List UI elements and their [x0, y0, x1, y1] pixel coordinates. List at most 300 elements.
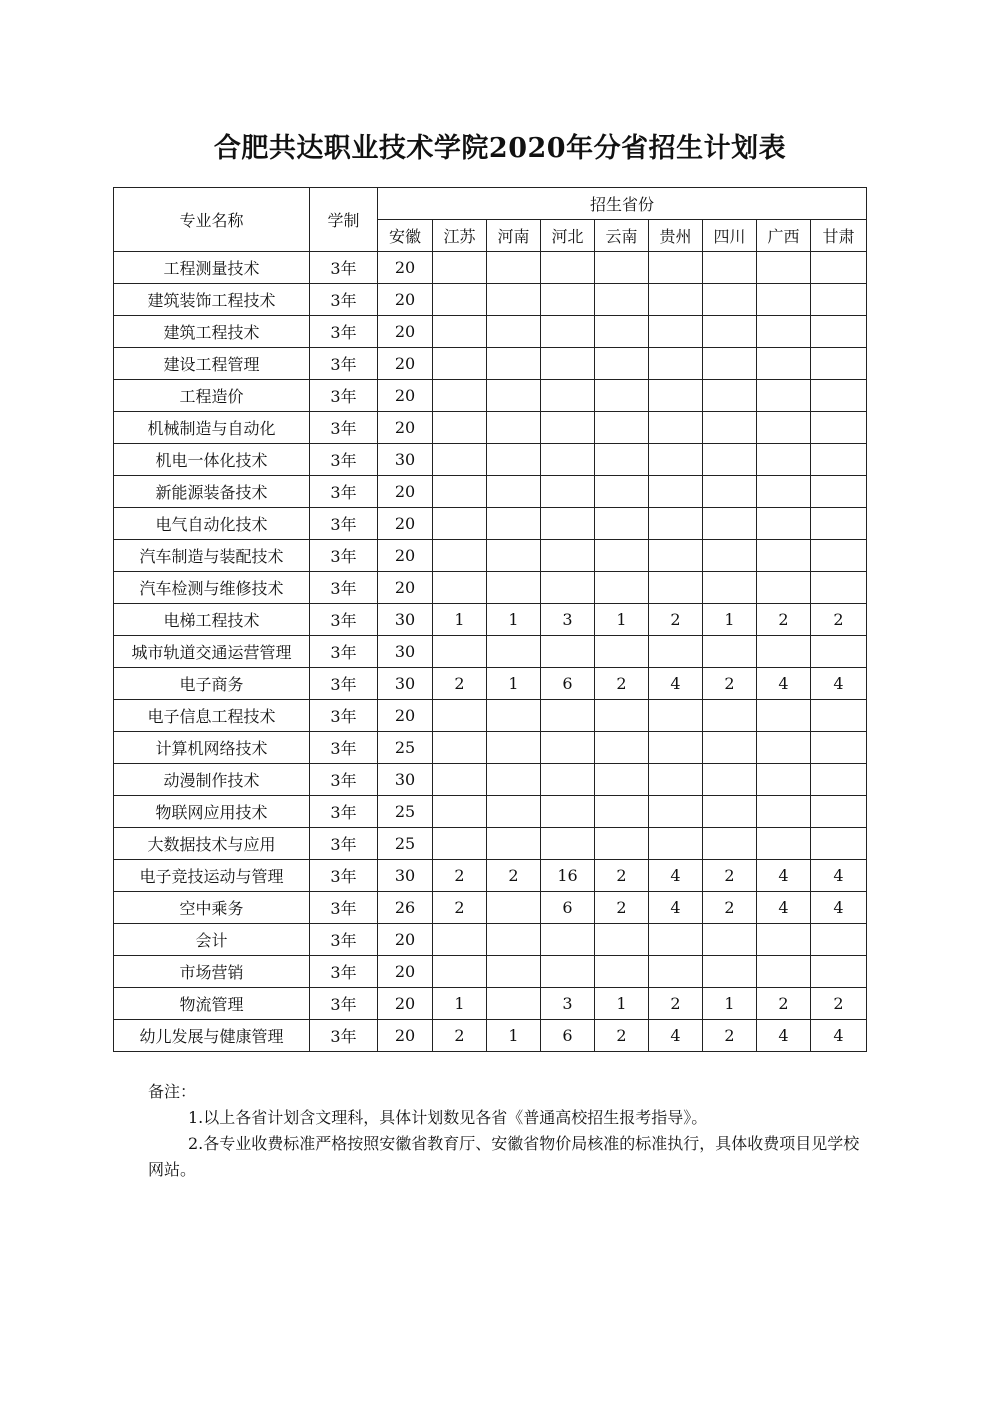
cell-count [649, 700, 703, 732]
cell-major: 机械制造与自动化 [114, 412, 310, 444]
cell-count [649, 796, 703, 828]
cell-major: 电气自动化技术 [114, 508, 310, 540]
cell-duration: 3年 [310, 1020, 378, 1052]
cell-count [433, 412, 487, 444]
cell-count [811, 380, 867, 412]
cell-count [649, 572, 703, 604]
cell-count: 30 [378, 636, 433, 668]
cell-count: 20 [378, 988, 433, 1020]
cell-count [487, 412, 541, 444]
cell-count: 25 [378, 732, 433, 764]
cell-count: 1 [487, 604, 541, 636]
cell-count [703, 316, 757, 348]
cell-count [595, 284, 649, 316]
table-row [114, 252, 867, 284]
cell-count: 6 [541, 668, 595, 700]
cell-count [541, 348, 595, 380]
table-row [114, 412, 867, 444]
table-row [114, 572, 867, 604]
cell-count: 4 [757, 892, 811, 924]
cell-count: 1 [703, 988, 757, 1020]
cell-count: 2 [811, 988, 867, 1020]
cell-duration: 3年 [310, 924, 378, 956]
cell-duration: 3年 [310, 540, 378, 572]
cell-count: 4 [757, 860, 811, 892]
cell-major: 新能源装备技术 [114, 476, 310, 508]
cell-count: 30 [378, 764, 433, 796]
cell-count: 16 [541, 860, 595, 892]
cell-count [487, 796, 541, 828]
cell-count [757, 412, 811, 444]
cell-count [595, 540, 649, 572]
cell-count [811, 956, 867, 988]
header-province: 河南 [487, 220, 541, 252]
cell-count [433, 796, 487, 828]
cell-count [487, 284, 541, 316]
notes-heading: 备注： [148, 1082, 197, 1101]
cell-count [595, 828, 649, 860]
cell-count [757, 476, 811, 508]
cell-count [487, 956, 541, 988]
cell-count [649, 444, 703, 476]
cell-count [649, 252, 703, 284]
table-row [114, 924, 867, 956]
cell-count [487, 444, 541, 476]
cell-duration: 3年 [310, 796, 378, 828]
table-row [114, 476, 867, 508]
cell-count [487, 252, 541, 284]
cell-count [811, 348, 867, 380]
cell-count [757, 284, 811, 316]
cell-count [541, 924, 595, 956]
cell-major: 会计 [114, 924, 310, 956]
cell-duration: 3年 [310, 316, 378, 348]
cell-count [757, 732, 811, 764]
cell-count [541, 956, 595, 988]
cell-count [487, 700, 541, 732]
cell-major: 计算机网络技术 [114, 732, 310, 764]
cell-count [703, 636, 757, 668]
cell-count [649, 924, 703, 956]
cell-count: 2 [595, 892, 649, 924]
cell-count [433, 476, 487, 508]
table-row [114, 636, 867, 668]
cell-count: 1 [487, 668, 541, 700]
cell-major: 物流管理 [114, 988, 310, 1020]
cell-count: 30 [378, 604, 433, 636]
cell-count [649, 956, 703, 988]
cell-count [649, 476, 703, 508]
cell-count [595, 476, 649, 508]
cell-count [811, 828, 867, 860]
cell-count [703, 476, 757, 508]
cell-count [649, 636, 703, 668]
cell-count [757, 572, 811, 604]
cell-count [757, 540, 811, 572]
cell-count [487, 732, 541, 764]
cell-count [595, 412, 649, 444]
cell-duration: 3年 [310, 668, 378, 700]
cell-count [757, 700, 811, 732]
table-row [114, 540, 867, 572]
cell-count [433, 380, 487, 412]
cell-count [433, 540, 487, 572]
cell-count [541, 764, 595, 796]
cell-count: 4 [649, 892, 703, 924]
cell-count: 20 [378, 956, 433, 988]
cell-count: 20 [378, 380, 433, 412]
cell-count [487, 508, 541, 540]
table-row [114, 668, 867, 700]
cell-count: 20 [378, 700, 433, 732]
cell-major: 建设工程管理 [114, 348, 310, 380]
cell-count [703, 412, 757, 444]
cell-count [649, 380, 703, 412]
cell-count [703, 348, 757, 380]
cell-count [433, 348, 487, 380]
cell-count: 6 [541, 1020, 595, 1052]
table-row [114, 604, 867, 636]
cell-duration: 3年 [310, 572, 378, 604]
cell-count [757, 828, 811, 860]
cell-count: 2 [433, 860, 487, 892]
cell-count [487, 540, 541, 572]
cell-count: 20 [378, 540, 433, 572]
cell-count [595, 732, 649, 764]
cell-duration: 3年 [310, 860, 378, 892]
cell-duration: 3年 [310, 508, 378, 540]
cell-count [703, 284, 757, 316]
cell-major: 大数据技术与应用 [114, 828, 310, 860]
cell-major: 空中乘务 [114, 892, 310, 924]
cell-count [703, 732, 757, 764]
cell-count [595, 348, 649, 380]
cell-count [595, 956, 649, 988]
cell-count: 1 [487, 1020, 541, 1052]
table-row [114, 316, 867, 348]
header-province: 云南 [595, 220, 649, 252]
cell-count [649, 316, 703, 348]
table-row [114, 764, 867, 796]
cell-count: 26 [378, 892, 433, 924]
cell-count [433, 636, 487, 668]
cell-count [541, 508, 595, 540]
cell-count [757, 956, 811, 988]
table-row [114, 380, 867, 412]
cell-count [811, 764, 867, 796]
cell-count [541, 252, 595, 284]
cell-count [433, 700, 487, 732]
cell-count [703, 764, 757, 796]
cell-count [541, 412, 595, 444]
header-province: 贵州 [649, 220, 703, 252]
cell-count: 2 [487, 860, 541, 892]
cell-duration: 3年 [310, 892, 378, 924]
cell-duration: 3年 [310, 252, 378, 284]
table-row [114, 892, 867, 924]
header-province: 安徽 [378, 220, 433, 252]
cell-count [703, 956, 757, 988]
cell-count: 30 [378, 444, 433, 476]
table-row [114, 284, 867, 316]
cell-count [541, 636, 595, 668]
cell-count [595, 572, 649, 604]
table-row [114, 732, 867, 764]
cell-count [433, 956, 487, 988]
cell-count [541, 444, 595, 476]
cell-count: 2 [811, 604, 867, 636]
cell-count [649, 540, 703, 572]
cell-count [541, 828, 595, 860]
cell-count [541, 476, 595, 508]
cell-count [433, 828, 487, 860]
cell-count [811, 412, 867, 444]
cell-count [757, 380, 811, 412]
table-row [114, 956, 867, 988]
cell-major: 动漫制作技术 [114, 764, 310, 796]
cell-count [757, 924, 811, 956]
cell-count [595, 764, 649, 796]
cell-count [649, 828, 703, 860]
cell-count [703, 540, 757, 572]
cell-count: 3 [541, 988, 595, 1020]
cell-count: 4 [811, 860, 867, 892]
cell-count [811, 284, 867, 316]
table-row [114, 796, 867, 828]
cell-count [649, 508, 703, 540]
table-row [114, 444, 867, 476]
cell-count [811, 572, 867, 604]
header-province: 甘肃 [811, 220, 867, 252]
cell-duration: 3年 [310, 988, 378, 1020]
cell-count: 20 [378, 252, 433, 284]
cell-count: 1 [595, 988, 649, 1020]
table-row [114, 1020, 867, 1052]
table-row [114, 348, 867, 380]
cell-count [811, 796, 867, 828]
cell-count: 4 [811, 668, 867, 700]
cell-count [487, 348, 541, 380]
cell-count: 30 [378, 668, 433, 700]
cell-count: 25 [378, 796, 433, 828]
header-province: 广西 [757, 220, 811, 252]
cell-major: 汽车检测与维修技术 [114, 572, 310, 604]
cell-count [757, 636, 811, 668]
cell-count [595, 444, 649, 476]
cell-count [703, 508, 757, 540]
cell-count [433, 924, 487, 956]
cell-count [811, 732, 867, 764]
cell-count [811, 700, 867, 732]
cell-count: 30 [378, 860, 433, 892]
cell-count [703, 796, 757, 828]
note-item: 2.各专业收费标准严格按照安徽省教育厅、安徽省物价局核准的标准执行，具体收费项目见学校网站。 [148, 1134, 860, 1179]
cell-major: 建筑装饰工程技术 [114, 284, 310, 316]
cell-duration: 3年 [310, 348, 378, 380]
cell-count [541, 316, 595, 348]
cell-count [595, 636, 649, 668]
cell-count [487, 636, 541, 668]
cell-count: 20 [378, 572, 433, 604]
header-major: 专业名称 [114, 188, 310, 252]
cell-duration: 3年 [310, 956, 378, 988]
cell-count: 1 [595, 604, 649, 636]
cell-count: 20 [378, 316, 433, 348]
cell-count [703, 924, 757, 956]
cell-count [541, 572, 595, 604]
cell-count: 4 [811, 892, 867, 924]
cell-count [487, 828, 541, 860]
cell-major: 工程造价 [114, 380, 310, 412]
cell-count: 4 [757, 668, 811, 700]
cell-count [541, 732, 595, 764]
cell-count [649, 284, 703, 316]
cell-count [757, 316, 811, 348]
cell-count: 20 [378, 924, 433, 956]
cell-count [703, 828, 757, 860]
cell-count [811, 540, 867, 572]
cell-count [433, 252, 487, 284]
cell-count [703, 572, 757, 604]
cell-count: 2 [703, 892, 757, 924]
cell-count [433, 508, 487, 540]
table-row [114, 860, 867, 892]
cell-duration: 3年 [310, 732, 378, 764]
cell-count [433, 316, 487, 348]
cell-count [541, 700, 595, 732]
cell-count [811, 636, 867, 668]
cell-count [649, 764, 703, 796]
cell-major: 电子竞技运动与管理 [114, 860, 310, 892]
cell-count [595, 252, 649, 284]
cell-major: 电子信息工程技术 [114, 700, 310, 732]
cell-duration: 3年 [310, 700, 378, 732]
cell-major: 幼儿发展与健康管理 [114, 1020, 310, 1052]
cell-major: 工程测量技术 [114, 252, 310, 284]
cell-count: 2 [649, 988, 703, 1020]
cell-major: 建筑工程技术 [114, 316, 310, 348]
cell-major: 电梯工程技术 [114, 604, 310, 636]
cell-count [595, 700, 649, 732]
header-province: 四川 [703, 220, 757, 252]
cell-count [487, 892, 541, 924]
cell-count [649, 348, 703, 380]
cell-count [811, 508, 867, 540]
table-row [114, 988, 867, 1020]
cell-count: 2 [703, 860, 757, 892]
cell-count [487, 476, 541, 508]
table-row [114, 700, 867, 732]
cell-count [595, 796, 649, 828]
cell-count: 20 [378, 284, 433, 316]
cell-major: 市场营销 [114, 956, 310, 988]
cell-duration: 3年 [310, 284, 378, 316]
table-header-row [114, 188, 867, 220]
cell-count [541, 380, 595, 412]
cell-duration: 3年 [310, 412, 378, 444]
notes-section [148, 1079, 863, 1183]
cell-count: 2 [433, 892, 487, 924]
cell-count: 2 [433, 668, 487, 700]
cell-major: 城市轨道交通运营管理 [114, 636, 310, 668]
cell-count [811, 476, 867, 508]
cell-count: 2 [433, 1020, 487, 1052]
cell-count: 4 [649, 668, 703, 700]
cell-count: 2 [649, 604, 703, 636]
enrollment-plan-table [113, 187, 867, 1052]
cell-count: 20 [378, 348, 433, 380]
cell-count [487, 572, 541, 604]
cell-count [757, 764, 811, 796]
cell-count [595, 508, 649, 540]
cell-count [433, 444, 487, 476]
cell-count: 20 [378, 508, 433, 540]
cell-count [433, 732, 487, 764]
cell-count [487, 764, 541, 796]
cell-count: 4 [757, 1020, 811, 1052]
cell-count: 1 [433, 604, 487, 636]
cell-count [703, 252, 757, 284]
cell-count [811, 924, 867, 956]
cell-count: 2 [757, 988, 811, 1020]
cell-count: 2 [595, 668, 649, 700]
cell-count: 3 [541, 604, 595, 636]
cell-count [811, 316, 867, 348]
cell-duration: 3年 [310, 476, 378, 508]
cell-duration: 3年 [310, 828, 378, 860]
cell-count [433, 764, 487, 796]
cell-count: 4 [649, 1020, 703, 1052]
cell-count: 4 [811, 1020, 867, 1052]
cell-count [757, 348, 811, 380]
cell-count: 2 [757, 604, 811, 636]
cell-count [811, 252, 867, 284]
cell-count [487, 924, 541, 956]
document-title: 合肥共达职业技术学院2020年分省招生计划表 [213, 133, 787, 164]
cell-count: 2 [595, 860, 649, 892]
cell-major: 物联网应用技术 [114, 796, 310, 828]
cell-count [703, 700, 757, 732]
header-duration: 学制 [310, 188, 378, 252]
cell-count [757, 508, 811, 540]
cell-count [433, 572, 487, 604]
cell-count [757, 444, 811, 476]
cell-count [811, 444, 867, 476]
cell-duration: 3年 [310, 380, 378, 412]
cell-count: 1 [433, 988, 487, 1020]
cell-count [487, 988, 541, 1020]
cell-count [703, 380, 757, 412]
note-item: 1.以上各省计划含文理科，具体计划数见各省《普通高校招生报考指导》。 [188, 1108, 708, 1127]
cell-count [649, 412, 703, 444]
cell-count: 1 [703, 604, 757, 636]
cell-count: 20 [378, 1020, 433, 1052]
cell-major: 电子商务 [114, 668, 310, 700]
cell-count: 2 [595, 1020, 649, 1052]
cell-count [595, 924, 649, 956]
cell-count [433, 284, 487, 316]
cell-count [595, 380, 649, 412]
cell-major: 汽车制造与装配技术 [114, 540, 310, 572]
cell-count [757, 796, 811, 828]
header-province: 河北 [541, 220, 595, 252]
header-province: 江苏 [433, 220, 487, 252]
cell-count: 4 [649, 860, 703, 892]
cell-duration: 3年 [310, 604, 378, 636]
cell-duration: 3年 [310, 764, 378, 796]
cell-count: 2 [703, 1020, 757, 1052]
cell-count: 25 [378, 828, 433, 860]
